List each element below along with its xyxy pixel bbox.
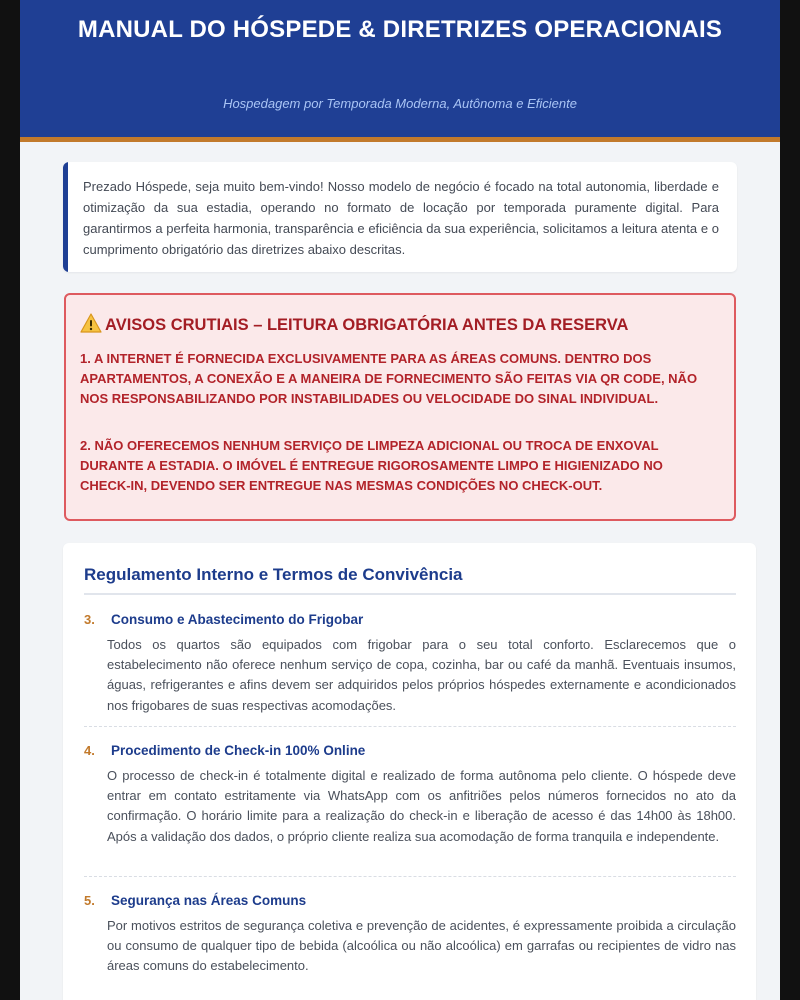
rule-body: Por motivos estritos de segurança coletiva e prevenção de acidentes, é expressamente proibida a circulação ou consumo de qualquer tipo de bebida (alcoólica ou não alcoólica) em garrafas ou recipientes de vidro nas áreas comuns do estabelecimento.	[107, 918, 736, 974]
rules-card	[63, 543, 756, 1000]
rule-header	[84, 740, 736, 762]
intro-text: Prezado Hóspede, seja muito bem-vindo! Nosso modelo de negócio é focado na total autonomia, liberdade e otimização da sua estadia, operando no formato de locação por temporada puramente digital. Para garantirmos a perfeita harmonia, transparência e eficiência da sua experiência, solicitamos a leitura atenta e o cumprimento obrigatório das diretrizes abaixo descritas.	[83, 179, 719, 257]
rule-body: Todos os quartos são equipados com frigobar para o seu total conforto. Esclarecemos que o estabelecimento não oferece nenhum serviço de copa, cozinha, bar ou café da manhã. Eventuais insumos, águas, refrigerantes e afins devem ser adquiridos pelos próprios hóspedes externamente e acondicionados nos frigobares de suas respectivas acomodações.	[107, 637, 736, 713]
rule-body: O processo de check-in é totalmente digital e realizado de forma autônoma pelo cliente. O hóspede deve entrar em contato estritamente via WhatsApp com os anfitriões pelos números fornecidos no ato da confirmação. O horário limite para a realização do check-in e liberação de acesso é das 14h00 às 18h00. Após a validação dos dados, o próprio cliente realiza sua acomodação de forma tranquila e independente.	[107, 768, 736, 844]
rule-number: 3.	[84, 612, 95, 627]
page-title: MANUAL DO HÓSPEDE & DIRETRIZES OPERACIONAIS	[77, 16, 723, 43]
rule-number: 5.	[84, 893, 95, 908]
warning-box	[64, 293, 736, 521]
warning-icon	[80, 313, 102, 333]
page-header	[20, 0, 780, 142]
document-page	[20, 0, 780, 1000]
rules-title-divider	[84, 593, 736, 595]
rule-title: Segurança nas Áreas Comuns	[111, 893, 307, 908]
rules-section-title: Regulamento Interno e Termos de Convivência	[84, 565, 463, 584]
intro-card	[63, 162, 737, 272]
page-subtitle: Hospedagem por Temporada Moderna, Autônoma e Eficiente	[223, 96, 577, 111]
rule-title: Procedimento de Check-in 100% Online	[111, 743, 366, 758]
warning-item-cleaning: 2. NÃO OFERECEMOS NENHUM SERVIÇO DE LIMPEZA ADICIONAL OU TROCA DE ENXOVAL DURANTE A ESTADIA. O IMÓVEL É ENTREGUE RIGOROSAMENTE LIMPO E HIGIENIZADO NO CHECK-IN, DEVENDO SER ENTREGUE NAS MESMAS CONDIÇÕES NO CHECK-OUT.	[80, 438, 663, 493]
intro-accent-bar	[63, 162, 68, 272]
rule-header	[84, 609, 736, 631]
rule-item-checkin	[84, 740, 736, 847]
rule-item-frigobar	[84, 609, 736, 716]
rule-header	[84, 890, 736, 912]
rule-separator	[84, 726, 736, 727]
warning-title-row	[80, 313, 720, 336]
warning-title: AVISOS CRUTIAIS – LEITURA OBRIGATÓRIA ANTES DA RESERVA	[105, 316, 629, 334]
rule-separator	[84, 876, 736, 877]
rule-number: 4.	[84, 743, 95, 758]
rule-title: Consumo e Abastecimento do Frigobar	[111, 612, 364, 627]
rule-item-security	[84, 890, 736, 977]
warning-item-internet: 1. A INTERNET É FORNECIDA EXCLUSIVAMENTE PARA AS ÁREAS COMUNS. DENTRO DOS APARTAMENTOS, A CONEXÃO E A MANEIRA DE FORNECIMENTO SÃO FEITAS VIA QR CODE, NÃO NOS RESPONSABILIZANDO POR INSTABILIDADES OU VELOCIDADE DO SINAL INDIVIDUAL.	[80, 351, 698, 406]
